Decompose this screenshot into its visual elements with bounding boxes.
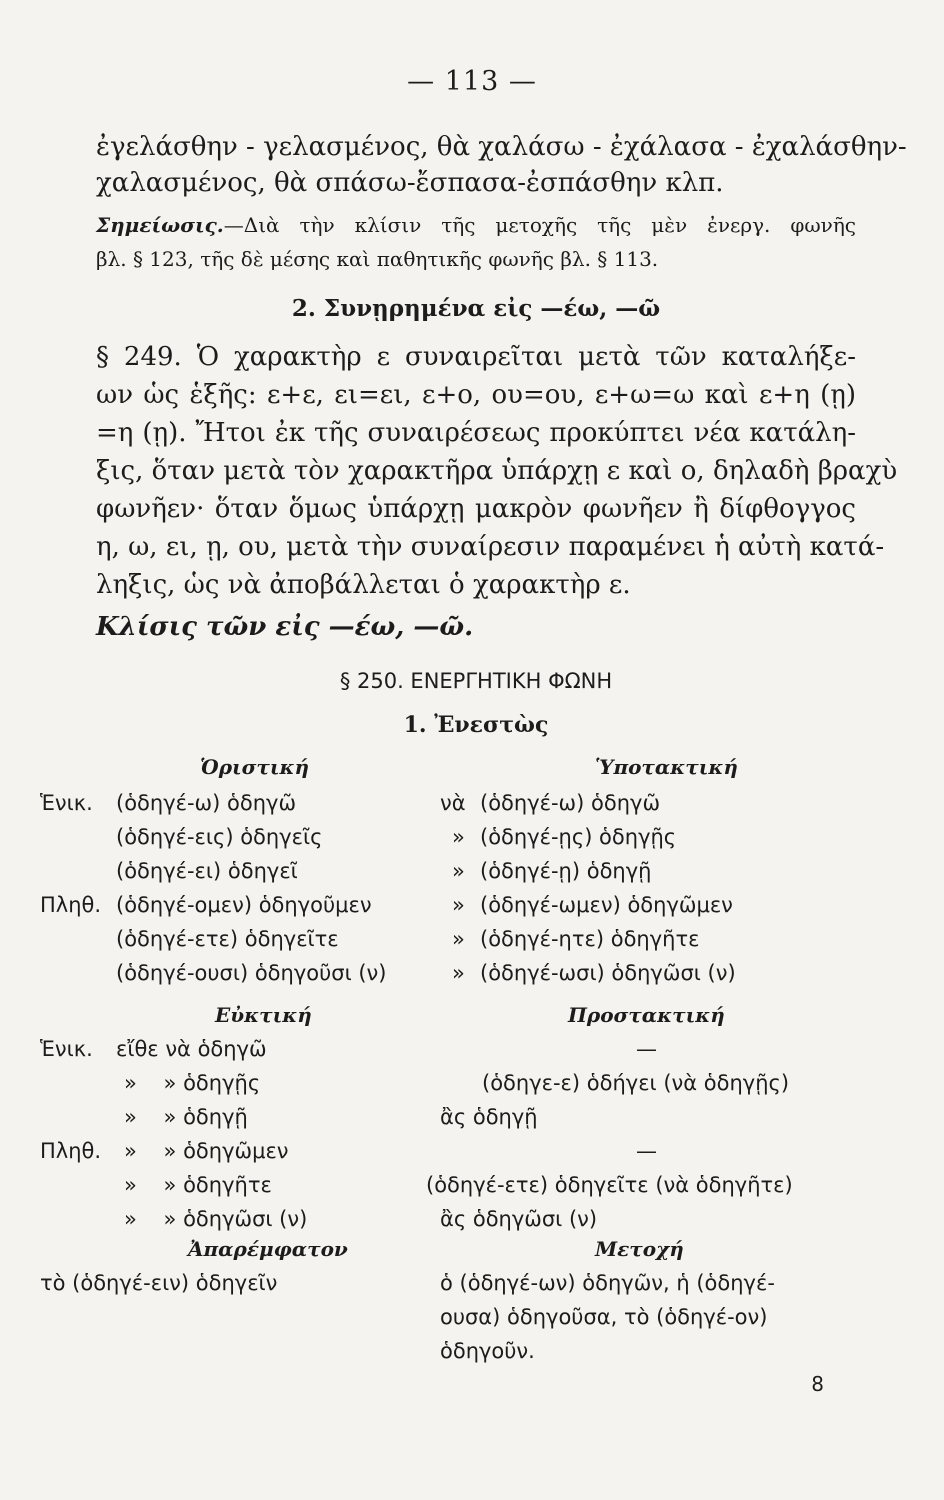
subjunctive-title: Ὑποτακτική	[595, 755, 738, 779]
rule-line: ληξις, ὡς νὰ ἀποβάλλεται ὁ χαρακτὴρ ε.	[96, 570, 631, 600]
rule-line: ων ὡς ἑξῆς: ε+ε, ει=ει, ε+ο, ου=ου, ε+ω=ω καὶ ε+η (ῃ)	[96, 380, 856, 410]
rule-line: φωνῆεν· ὅταν ὅμως ὑπάρχῃ μακρὸν φωνῆεν ἢ δίφθογγος	[96, 494, 856, 524]
imperative-form: —	[636, 1037, 657, 1061]
subjunctive-form: (ὁδηγέ-ῃ) ὁδηγῇ	[480, 859, 652, 883]
indicative-form: (ὁδηγέ-ουσι) ὁδηγοῦσι (ν)	[116, 961, 387, 985]
optative-label: Ἑνικ.	[40, 1037, 93, 1061]
optative-form: » » ὁδηγῶσι (ν)	[124, 1207, 308, 1231]
imperative-form: ἂς ὁδηγῶσι (ν)	[440, 1207, 598, 1231]
indicative-label: Πληθ.	[40, 893, 102, 917]
imperative-form: (ὁδηγέ-ετε) ὁδηγεῖτε (νὰ ὁδηγῆτε)	[426, 1173, 793, 1197]
rule-line: § 249. Ὁ χαρακτὴρ ε συναιρεῖται μετὰ τῶν καταλήξε-	[96, 342, 856, 372]
indicative-label: Ἑνικ.	[40, 791, 93, 815]
indicative-form: (ὁδηγέ-ομεν) ὁδηγοῦμεν	[116, 893, 372, 917]
participle-line: ουσα) ὁδηγοῦσα, τὸ (ὁδηγέ-ον)	[440, 1305, 768, 1329]
tense-heading: 1. Ἐνεστὼς	[403, 712, 549, 738]
imperative-form: —	[636, 1139, 657, 1163]
imperative-form: ἂς ὁδηγῇ	[440, 1105, 538, 1129]
rule-line: =η (ῃ). Ἤτοι ἐκ τῆς συναιρέσεως προκύπτει νέα κατάλη-	[96, 418, 856, 448]
signature-mark: 8	[811, 1372, 824, 1396]
participle-title: Μετοχή	[595, 1237, 684, 1261]
infinitive-form: τὸ (ὁδηγέ-ειν) ὁδηγεῖν	[40, 1271, 278, 1295]
subjunctive-form: (ὁδηγέ-ωμεν) ὁδηγῶμεν	[480, 893, 733, 917]
paragraph-line: χαλασμένος, θὰ σπάσω-ἔσπασα-ἐσπάσθην κλπ.	[96, 168, 724, 198]
infinitive-title: Ἀπαρέμφατον	[188, 1237, 348, 1261]
subjunctive-label: »	[452, 859, 465, 883]
participle-line: ὁ (ὁδηγέ-ων) ὁδηγῶν, ἡ (ὁδηγέ-	[440, 1271, 775, 1295]
optative-form: » » ὁδηγῆτε	[124, 1173, 272, 1197]
subjunctive-label: »	[452, 961, 465, 985]
optative-title: Εὐκτική	[215, 1003, 312, 1027]
optative-form: » » ὁδηγῶμεν	[124, 1139, 289, 1163]
subjunctive-form: (ὁδηγέ-ητε) ὁδηγῆτε	[480, 927, 700, 951]
klisis-heading: Κλίσις τῶν εἰς —έω, —ῶ.	[96, 612, 474, 642]
subjunctive-form: (ὁδηγέ-ωσι) ὁδηγῶσι (ν)	[480, 961, 736, 985]
subjunctive-label: νὰ	[440, 791, 466, 815]
paragraph-line: ἐγελάσθην - γελασμένος, θὰ χαλάσω - ἐχάλασα - ἐχαλάσθην-	[96, 132, 907, 162]
imperative-form: (ὁδηγε-ε) ὁδήγει (νὰ ὁδηγῇς)	[482, 1071, 790, 1095]
section-heading: 2. Συνῃρημένα εἰς —έω, —ῶ	[291, 295, 661, 322]
imperative-title: Προστακτική	[568, 1003, 725, 1027]
indicative-form: (ὁδηγέ-εις) ὁδηγεῖς	[116, 825, 323, 849]
indicative-form: (ὁδηγέ-ει) ὁδηγεῖ	[116, 859, 298, 883]
indicative-form: (ὁδηγέ-ω) ὁδηγῶ	[116, 791, 297, 815]
indicative-form: (ὁδηγέ-ετε) ὁδηγεῖτε	[116, 927, 339, 951]
note-text: —Διὰ τὴν κλίσιν τῆς μετοχῆς τῆς μὲν ἐνεργ. φωνῆς	[223, 213, 856, 237]
voice-heading: § 250. ΕΝΕΡΓΗΤΙΚΗ ΦΩΝΗ	[339, 669, 613, 693]
rule-line: ξις, ὅταν μετὰ τὸν χαρακτῆρα ὑπάρχῃ ε καὶ ο, δηλαδὴ βραχὺ	[96, 456, 898, 486]
subjunctive-form: (ὁδηγέ-ω) ὁδηγῶ	[480, 791, 661, 815]
note-line: βλ. § 123, τῆς δὲ μέσης καὶ παθητικῆς φωνῆς βλ. § 113.	[96, 247, 659, 271]
optative-form: » » ὁδηγῇς	[124, 1071, 261, 1095]
subjunctive-label: »	[452, 893, 465, 917]
page-number: — 113 —	[407, 66, 537, 97]
subjunctive-form: (ὁδηγέ-ῃς) ὁδηγῇς	[480, 825, 677, 849]
subjunctive-label: »	[452, 825, 465, 849]
optative-form: » » ὁδηγῇ	[124, 1105, 248, 1129]
subjunctive-label: »	[452, 927, 465, 951]
optative-form: εἴθε νὰ ὁδηγῶ	[116, 1037, 267, 1061]
rule-line: η, ω, ει, ῃ, ου, μετὰ τὴν συναίρεσιν παραμένει ἡ αὐτὴ κατά-	[96, 532, 885, 562]
note-line	[96, 208, 856, 242]
optative-label: Πληθ.	[40, 1139, 102, 1163]
note-label: Σημείωσις.	[96, 213, 224, 237]
indicative-title: Ὁριστική	[200, 755, 310, 779]
participle-line: ὁδηγοῦν.	[440, 1339, 535, 1363]
